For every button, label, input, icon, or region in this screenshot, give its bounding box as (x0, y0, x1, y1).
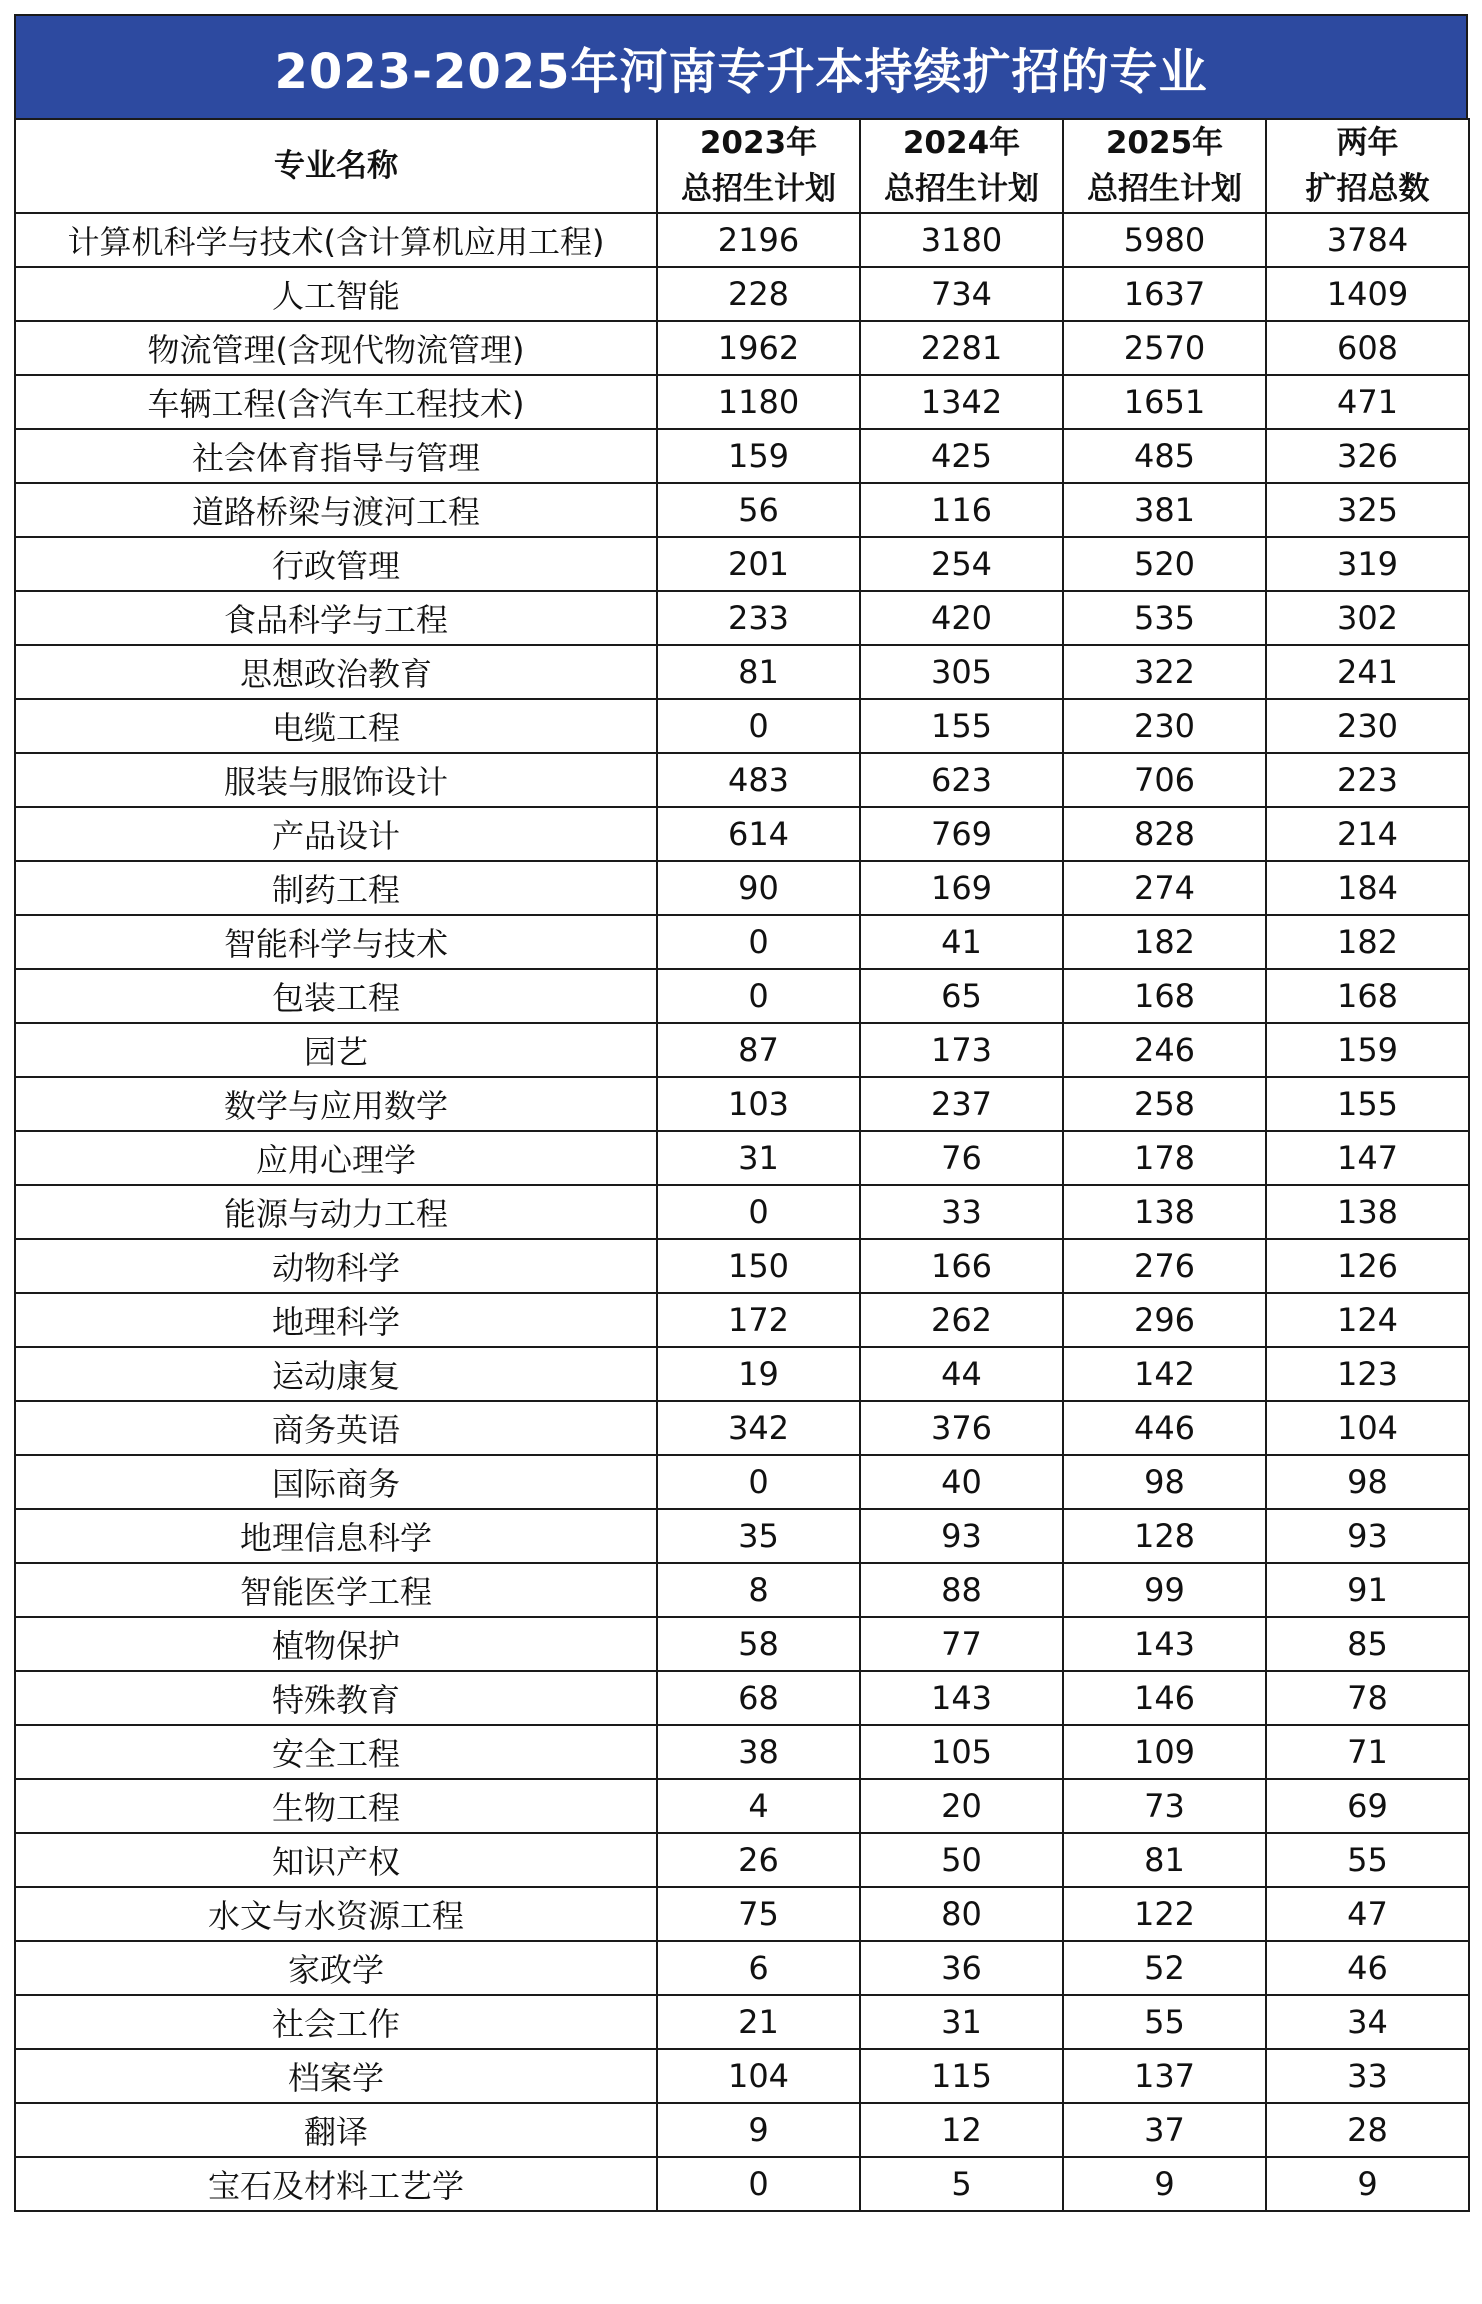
plan-2023-cell: 38 (657, 1725, 860, 1779)
major-name-cell: 安全工程 (15, 1725, 657, 1779)
growth-total-cell: 47 (1266, 1887, 1469, 1941)
header-growth-line1: 两年 (1336, 125, 1399, 161)
table-row (15, 591, 1469, 645)
table-row (15, 1995, 1469, 2049)
table-row (15, 1887, 1469, 1941)
major-name-cell: 地理科学 (15, 1293, 657, 1347)
plan-2024-cell: 155 (860, 699, 1063, 753)
enrollment-table (14, 118, 1470, 2212)
plan-2025-cell: 81 (1063, 1833, 1266, 1887)
major-name-cell: 特殊教育 (15, 1671, 657, 1725)
plan-2023-cell: 26 (657, 1833, 860, 1887)
growth-total-cell: 168 (1266, 969, 1469, 1023)
header-2023-year: 2023年 (699, 125, 818, 161)
growth-total-cell: 214 (1266, 807, 1469, 861)
plan-2023-cell: 58 (657, 1617, 860, 1671)
plan-2025-cell: 5980 (1063, 213, 1266, 267)
major-name-cell: 人工智能 (15, 267, 657, 321)
plan-2025-cell: 55 (1063, 1995, 1266, 2049)
plan-2024-cell: 76 (860, 1131, 1063, 1185)
table-row (15, 1185, 1469, 1239)
plan-2023-cell: 19 (657, 1347, 860, 1401)
growth-total-cell: 230 (1266, 699, 1469, 753)
header-2025-plan (1063, 119, 1266, 213)
table-row (15, 537, 1469, 591)
plan-2024-cell: 173 (860, 1023, 1063, 1077)
plan-2025-cell: 381 (1063, 483, 1266, 537)
major-name-cell: 社会体育指导与管理 (15, 429, 657, 483)
table-row (15, 861, 1469, 915)
table-row (15, 1455, 1469, 1509)
plan-2025-cell: 52 (1063, 1941, 1266, 1995)
growth-total-cell: 325 (1266, 483, 1469, 537)
major-name-cell: 产品设计 (15, 807, 657, 861)
growth-total-cell: 124 (1266, 1293, 1469, 1347)
plan-2025-cell: 246 (1063, 1023, 1266, 1077)
plan-2025-cell: 276 (1063, 1239, 1266, 1293)
major-name-cell: 社会工作 (15, 1995, 657, 2049)
table-row (15, 1293, 1469, 1347)
growth-total-cell: 85 (1266, 1617, 1469, 1671)
plan-2024-cell: 115 (860, 2049, 1063, 2103)
plan-2025-cell: 535 (1063, 591, 1266, 645)
plan-2023-cell: 1962 (657, 321, 860, 375)
growth-total-cell: 126 (1266, 1239, 1469, 1293)
plan-2023-cell: 31 (657, 1131, 860, 1185)
header-total-growth (1266, 119, 1469, 213)
plan-2025-cell: 182 (1063, 915, 1266, 969)
table-row (15, 1023, 1469, 1077)
plan-2024-cell: 254 (860, 537, 1063, 591)
table-row (15, 915, 1469, 969)
growth-total-cell: 159 (1266, 1023, 1469, 1077)
growth-total-cell: 155 (1266, 1077, 1469, 1131)
plan-2025-cell: 1651 (1063, 375, 1266, 429)
table-row (15, 1833, 1469, 1887)
plan-2024-cell: 425 (860, 429, 1063, 483)
major-name-cell: 园艺 (15, 1023, 657, 1077)
table-row (15, 321, 1469, 375)
plan-2025-cell: 485 (1063, 429, 1266, 483)
plan-2023-cell: 1180 (657, 375, 860, 429)
plan-2025-cell: 446 (1063, 1401, 1266, 1455)
plan-2025-cell: 520 (1063, 537, 1266, 591)
plan-2025-cell: 142 (1063, 1347, 1266, 1401)
plan-2023-cell: 201 (657, 537, 860, 591)
growth-total-cell: 138 (1266, 1185, 1469, 1239)
plan-2023-cell: 228 (657, 267, 860, 321)
major-name-cell: 应用心理学 (15, 1131, 657, 1185)
plan-2025-cell: 73 (1063, 1779, 1266, 1833)
plan-2024-cell: 734 (860, 267, 1063, 321)
plan-2025-cell: 322 (1063, 645, 1266, 699)
major-name-cell: 宝石及材料工艺学 (15, 2157, 657, 2211)
plan-2025-cell: 274 (1063, 861, 1266, 915)
plan-2023-cell: 342 (657, 1401, 860, 1455)
major-name-cell: 思想政治教育 (15, 645, 657, 699)
plan-2023-cell: 75 (657, 1887, 860, 1941)
major-name-cell: 水文与水资源工程 (15, 1887, 657, 1941)
table-row (15, 807, 1469, 861)
major-name-cell: 数学与应用数学 (15, 1077, 657, 1131)
plan-2023-cell: 172 (657, 1293, 860, 1347)
table-row (15, 267, 1469, 321)
growth-total-cell: 78 (1266, 1671, 1469, 1725)
plan-2023-cell: 9 (657, 2103, 860, 2157)
major-name-cell: 智能科学与技术 (15, 915, 657, 969)
growth-total-cell: 98 (1266, 1455, 1469, 1509)
plan-2024-cell: 36 (860, 1941, 1063, 1995)
growth-total-cell: 184 (1266, 861, 1469, 915)
table-row (15, 645, 1469, 699)
growth-total-cell: 9 (1266, 2157, 1469, 2211)
plan-2024-cell: 77 (860, 1617, 1063, 1671)
plan-2023-cell: 2196 (657, 213, 860, 267)
plan-2023-cell: 0 (657, 699, 860, 753)
plan-2023-cell: 87 (657, 1023, 860, 1077)
plan-2025-cell: 98 (1063, 1455, 1266, 1509)
plan-2024-cell: 105 (860, 1725, 1063, 1779)
table-row (15, 1563, 1469, 1617)
growth-total-cell: 223 (1266, 753, 1469, 807)
plan-2023-cell: 56 (657, 483, 860, 537)
header-2024-label: 总招生计划 (884, 171, 1039, 207)
growth-total-cell: 91 (1266, 1563, 1469, 1617)
plan-2025-cell: 138 (1063, 1185, 1266, 1239)
plan-2024-cell: 80 (860, 1887, 1063, 1941)
major-name-cell: 制药工程 (15, 861, 657, 915)
plan-2024-cell: 20 (860, 1779, 1063, 1833)
major-name-cell: 家政学 (15, 1941, 657, 1995)
plan-2024-cell: 12 (860, 2103, 1063, 2157)
plan-2023-cell: 0 (657, 969, 860, 1023)
plan-2024-cell: 93 (860, 1509, 1063, 1563)
plan-2023-cell: 35 (657, 1509, 860, 1563)
plan-2023-cell: 0 (657, 915, 860, 969)
table-row (15, 1131, 1469, 1185)
plan-2023-cell: 0 (657, 2157, 860, 2211)
plan-2025-cell: 37 (1063, 2103, 1266, 2157)
plan-2023-cell: 0 (657, 1455, 860, 1509)
major-name-cell: 生物工程 (15, 1779, 657, 1833)
plan-2024-cell: 166 (860, 1239, 1063, 1293)
plan-2024-cell: 1342 (860, 375, 1063, 429)
header-major-name: 专业名称 (15, 119, 657, 213)
header-2025-year: 2025年 (1105, 125, 1224, 161)
table-row (15, 213, 1469, 267)
plan-2023-cell: 0 (657, 1185, 860, 1239)
plan-2023-cell: 6 (657, 1941, 860, 1995)
table-row (15, 375, 1469, 429)
table-title: 2023-2025年河南专升本持续扩招的专业 (14, 14, 1468, 118)
plan-2025-cell: 2570 (1063, 321, 1266, 375)
growth-total-cell: 55 (1266, 1833, 1469, 1887)
growth-total-cell: 326 (1266, 429, 1469, 483)
table-row (15, 1725, 1469, 1779)
enrollment-table-container (14, 14, 1468, 2212)
major-name-cell: 能源与动力工程 (15, 1185, 657, 1239)
growth-total-cell: 71 (1266, 1725, 1469, 1779)
plan-2025-cell: 1637 (1063, 267, 1266, 321)
plan-2023-cell: 4 (657, 1779, 860, 1833)
growth-total-cell: 46 (1266, 1941, 1469, 1995)
major-name-cell: 道路桥梁与渡河工程 (15, 483, 657, 537)
major-name-cell: 服装与服饰设计 (15, 753, 657, 807)
major-name-cell: 地理信息科学 (15, 1509, 657, 1563)
table-row (15, 753, 1469, 807)
table-row (15, 483, 1469, 537)
table-row (15, 1941, 1469, 1995)
growth-total-cell: 147 (1266, 1131, 1469, 1185)
growth-total-cell: 608 (1266, 321, 1469, 375)
major-name-cell: 智能医学工程 (15, 1563, 657, 1617)
growth-total-cell: 302 (1266, 591, 1469, 645)
plan-2024-cell: 305 (860, 645, 1063, 699)
major-name-cell: 国际商务 (15, 1455, 657, 1509)
plan-2024-cell: 376 (860, 1401, 1063, 1455)
plan-2024-cell: 5 (860, 2157, 1063, 2211)
plan-2025-cell: 99 (1063, 1563, 1266, 1617)
growth-total-cell: 28 (1266, 2103, 1469, 2157)
major-name-cell: 知识产权 (15, 1833, 657, 1887)
growth-total-cell: 319 (1266, 537, 1469, 591)
growth-total-cell: 33 (1266, 2049, 1469, 2103)
plan-2024-cell: 262 (860, 1293, 1063, 1347)
table-row (15, 1671, 1469, 1725)
plan-2024-cell: 88 (860, 1563, 1063, 1617)
plan-2024-cell: 237 (860, 1077, 1063, 1131)
major-name-cell: 物流管理(含现代物流管理) (15, 321, 657, 375)
plan-2024-cell: 31 (860, 1995, 1063, 2049)
growth-total-cell: 104 (1266, 1401, 1469, 1455)
table-row (15, 1077, 1469, 1131)
table-row (15, 2157, 1469, 2211)
plan-2025-cell: 128 (1063, 1509, 1266, 1563)
plan-2024-cell: 65 (860, 969, 1063, 1023)
plan-2025-cell: 146 (1063, 1671, 1266, 1725)
major-name-cell: 档案学 (15, 2049, 657, 2103)
plan-2025-cell: 109 (1063, 1725, 1266, 1779)
table-row (15, 1401, 1469, 1455)
plan-2025-cell: 828 (1063, 807, 1266, 861)
plan-2023-cell: 614 (657, 807, 860, 861)
plan-2024-cell: 623 (860, 753, 1063, 807)
plan-2025-cell: 296 (1063, 1293, 1266, 1347)
plan-2024-cell: 2281 (860, 321, 1063, 375)
table-row (15, 1617, 1469, 1671)
growth-total-cell: 471 (1266, 375, 1469, 429)
header-2023-label: 总招生计划 (681, 171, 836, 207)
growth-total-cell: 1409 (1266, 267, 1469, 321)
plan-2025-cell: 230 (1063, 699, 1266, 753)
plan-2023-cell: 483 (657, 753, 860, 807)
major-name-cell: 包装工程 (15, 969, 657, 1023)
header-2023-plan (657, 119, 860, 213)
table-body (15, 213, 1469, 2211)
plan-2023-cell: 104 (657, 2049, 860, 2103)
plan-2023-cell: 233 (657, 591, 860, 645)
growth-total-cell: 123 (1266, 1347, 1469, 1401)
major-name-cell: 动物科学 (15, 1239, 657, 1293)
header-growth-line2: 扩招总数 (1305, 171, 1430, 207)
plan-2023-cell: 81 (657, 645, 860, 699)
plan-2025-cell: 258 (1063, 1077, 1266, 1131)
plan-2024-cell: 3180 (860, 213, 1063, 267)
plan-2024-cell: 44 (860, 1347, 1063, 1401)
header-2025-label: 总招生计划 (1087, 171, 1242, 207)
table-row (15, 2103, 1469, 2157)
major-name-cell: 计算机科学与技术(含计算机应用工程) (15, 213, 657, 267)
plan-2023-cell: 159 (657, 429, 860, 483)
table-row (15, 969, 1469, 1023)
plan-2025-cell: 9 (1063, 2157, 1266, 2211)
table-row (15, 1347, 1469, 1401)
table-row (15, 2049, 1469, 2103)
major-name-cell: 行政管理 (15, 537, 657, 591)
growth-total-cell: 34 (1266, 1995, 1469, 2049)
header-2024-year: 2024年 (902, 125, 1021, 161)
plan-2024-cell: 41 (860, 915, 1063, 969)
growth-total-cell: 182 (1266, 915, 1469, 969)
table-row (15, 1239, 1469, 1293)
plan-2024-cell: 169 (860, 861, 1063, 915)
plan-2025-cell: 122 (1063, 1887, 1266, 1941)
growth-total-cell: 3784 (1266, 213, 1469, 267)
major-name-cell: 食品科学与工程 (15, 591, 657, 645)
plan-2024-cell: 420 (860, 591, 1063, 645)
plan-2024-cell: 143 (860, 1671, 1063, 1725)
growth-total-cell: 69 (1266, 1779, 1469, 1833)
growth-total-cell: 241 (1266, 645, 1469, 699)
header-2024-plan (860, 119, 1063, 213)
plan-2025-cell: 137 (1063, 2049, 1266, 2103)
header-row (15, 119, 1469, 213)
major-name-cell: 翻译 (15, 2103, 657, 2157)
plan-2024-cell: 33 (860, 1185, 1063, 1239)
major-name-cell: 商务英语 (15, 1401, 657, 1455)
table-row (15, 429, 1469, 483)
plan-2023-cell: 103 (657, 1077, 860, 1131)
growth-total-cell: 93 (1266, 1509, 1469, 1563)
plan-2025-cell: 168 (1063, 969, 1266, 1023)
plan-2024-cell: 116 (860, 483, 1063, 537)
major-name-cell: 车辆工程(含汽车工程技术) (15, 375, 657, 429)
major-name-cell: 植物保护 (15, 1617, 657, 1671)
table-row (15, 699, 1469, 753)
plan-2024-cell: 769 (860, 807, 1063, 861)
major-name-cell: 电缆工程 (15, 699, 657, 753)
plan-2023-cell: 150 (657, 1239, 860, 1293)
plan-2023-cell: 8 (657, 1563, 860, 1617)
plan-2025-cell: 178 (1063, 1131, 1266, 1185)
plan-2023-cell: 90 (657, 861, 860, 915)
table-row (15, 1779, 1469, 1833)
table-row (15, 1509, 1469, 1563)
plan-2024-cell: 50 (860, 1833, 1063, 1887)
plan-2025-cell: 706 (1063, 753, 1266, 807)
major-name-cell: 运动康复 (15, 1347, 657, 1401)
plan-2024-cell: 40 (860, 1455, 1063, 1509)
plan-2023-cell: 21 (657, 1995, 860, 2049)
plan-2023-cell: 68 (657, 1671, 860, 1725)
plan-2025-cell: 143 (1063, 1617, 1266, 1671)
